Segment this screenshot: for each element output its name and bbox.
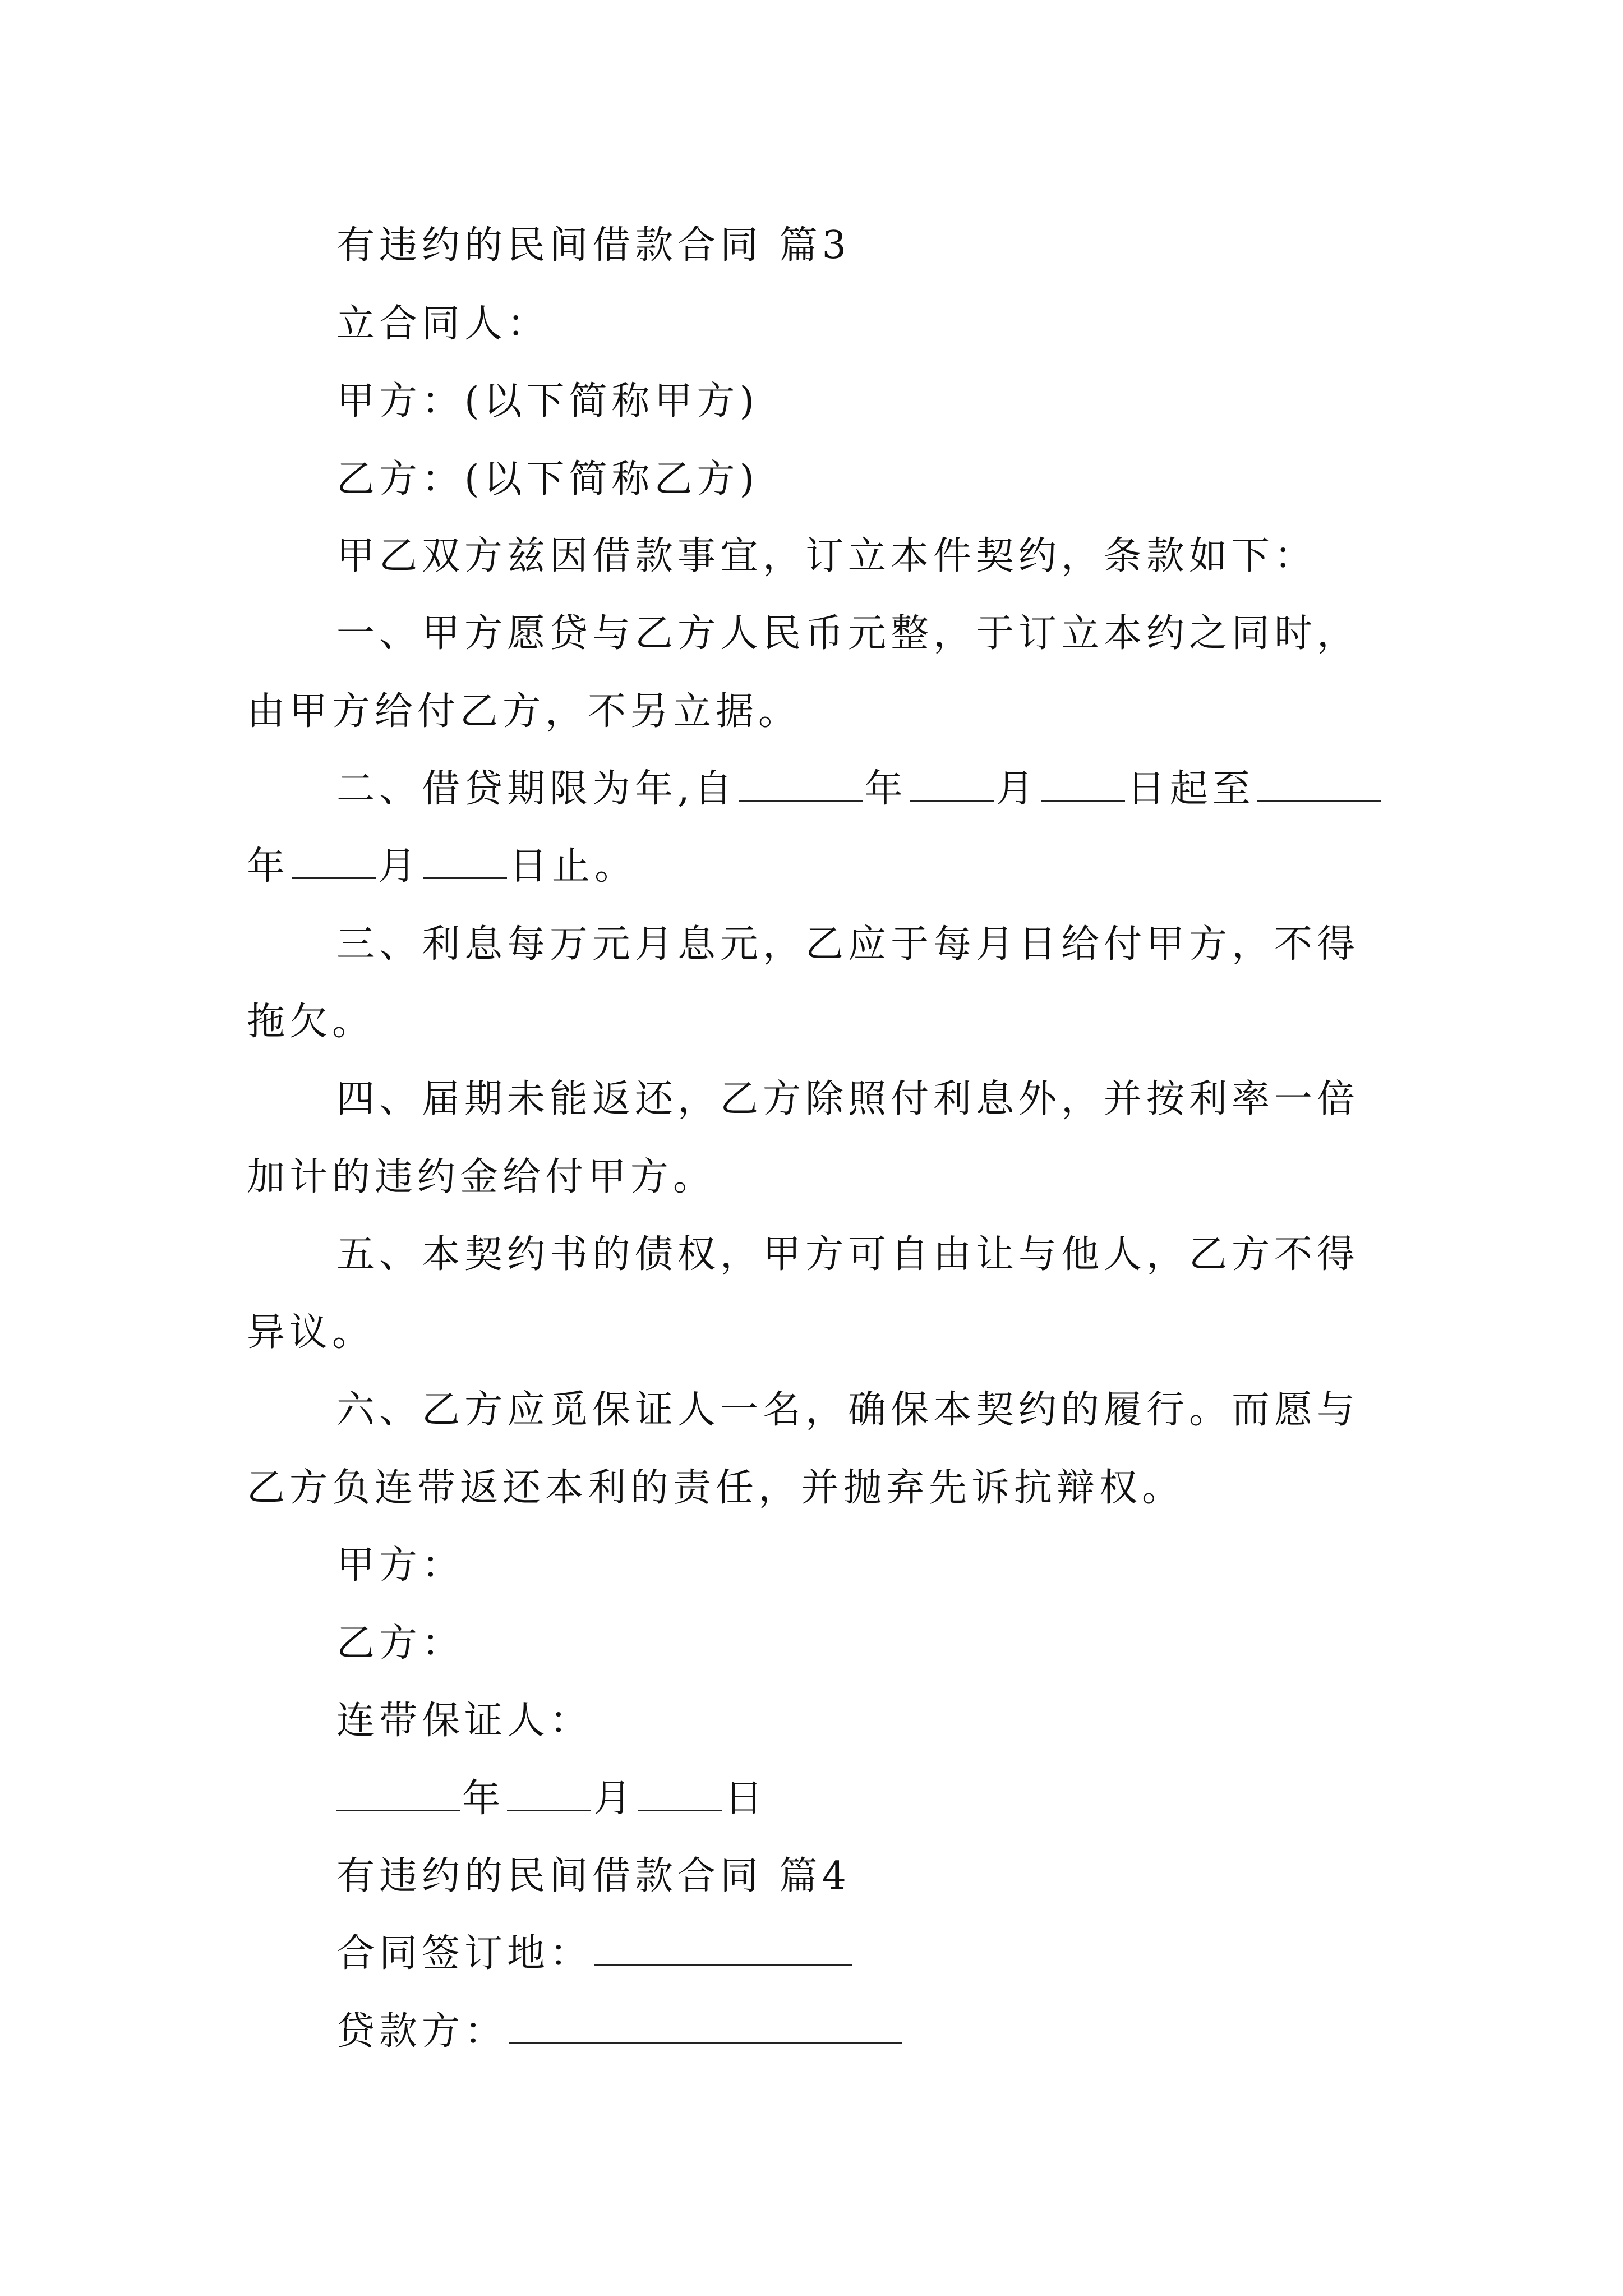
clause-6-line-2: 乙方负连带返还本利的责任，并抛弃先诉抗辩权。 (247, 1466, 1185, 1510)
clause-4-line-2: 加计的违约金给付甲方。 (247, 1155, 716, 1199)
date-day: 日 (725, 1777, 768, 1821)
clause-6-line-1: 六、乙方应觅保证人一名，确保本契约的履行。而愿与 (336, 1388, 1360, 1432)
lender-line (336, 2004, 904, 2060)
end-month-blank (292, 843, 376, 879)
clause-4-line-1: 四、届期未能返还，乙方除照付利息外，并按利率一倍 (336, 1077, 1360, 1121)
sign-month-blank (507, 1775, 591, 1811)
end-year-blank (1257, 765, 1381, 802)
sign-place-line (336, 1926, 855, 1982)
sign-year-blank (336, 1775, 460, 1811)
intro-paragraph: 甲乙双方兹因借款事宜，订立本件契约，条款如下： (336, 534, 1317, 578)
clause-2-year-2: 年 (247, 844, 290, 889)
clause-2-month: 月 (995, 767, 1039, 811)
clause-2-end: 日止。 (509, 844, 638, 889)
clause-1-line-2: 由甲方给付乙方，不另立据。 (247, 689, 801, 734)
clause-3-line-1: 三、利息每万元月息元，乙应于每月日给付甲方，不得 (336, 922, 1360, 967)
lender-label: 贷款方： (336, 2009, 508, 2054)
sign-place-blank (594, 1930, 852, 1966)
end-day-blank (423, 843, 507, 879)
sign-day-blank (638, 1775, 722, 1811)
clause-3-line-2: 拖欠。 (247, 1000, 375, 1044)
clause-1-line-1: 一、甲方愿贷与乙方人民币元整，于订立本约之同时， (336, 611, 1360, 656)
party-a-line: 甲方：(以下简称甲方) (336, 379, 759, 424)
year-blank (739, 765, 863, 802)
day-blank (1041, 765, 1125, 802)
party-b-line: 乙方：(以下简称乙方) (336, 457, 759, 501)
clause-2-day-to: 日起至 (1127, 767, 1255, 811)
signature-party-a: 甲方： (336, 1543, 465, 1588)
clause-2-month-2: 月 (378, 844, 421, 889)
clause-2-line-1 (336, 761, 1383, 817)
date-month: 月 (593, 1777, 637, 1821)
month-blank (910, 765, 994, 802)
clause-2-year: 年 (864, 767, 907, 811)
lender-blank (509, 2008, 902, 2044)
date-year: 年 (462, 1777, 505, 1821)
parties-label: 立合同人： (336, 302, 550, 346)
signature-party-b: 乙方： (336, 1621, 465, 1665)
guarantor-line: 连带保证人： (336, 1699, 593, 1743)
section-4-heading: 有违约的民间借款合同 篇4 (336, 1854, 851, 1898)
date-line (336, 1771, 767, 1827)
sign-place-label: 合同签订地： (336, 1931, 593, 1976)
clause-5-line-1: 五、本契约书的债权，甲方可自由让与他人，乙方不得 (336, 1232, 1360, 1277)
clause-5-line-2: 异议。 (247, 1310, 375, 1355)
section-3-heading: 有违约的民间借款合同 篇3 (336, 223, 851, 268)
clause-2-prefix: 二、借贷期限为年,自 (336, 767, 737, 811)
clause-2-line-2 (247, 839, 637, 895)
